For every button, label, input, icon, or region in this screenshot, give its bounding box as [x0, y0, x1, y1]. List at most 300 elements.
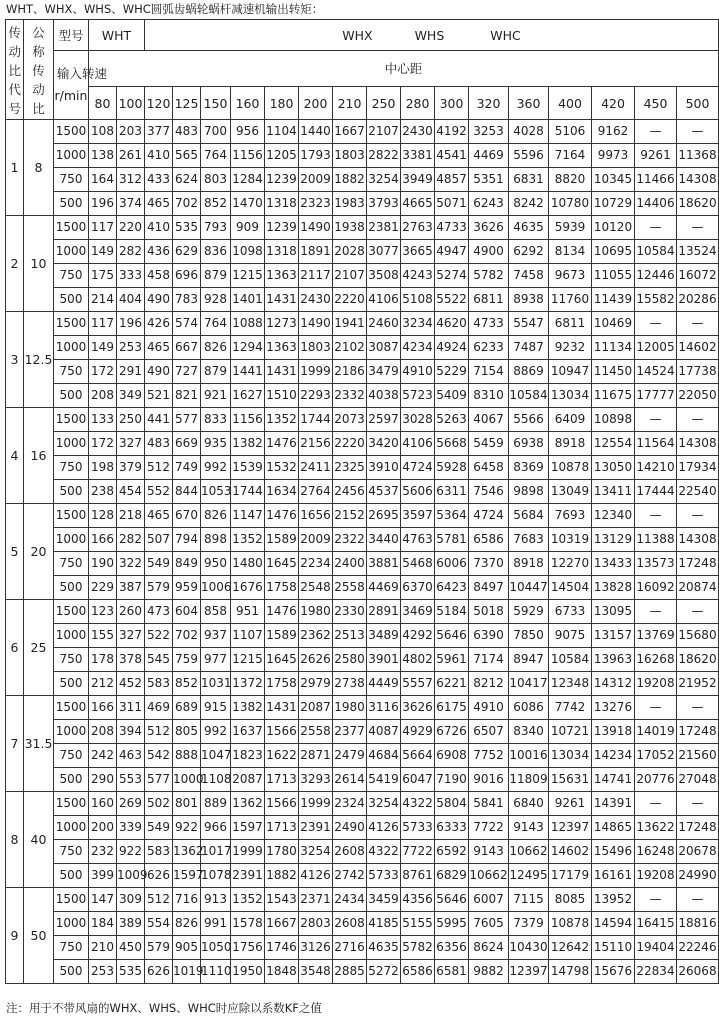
torque-value-cell: 149: [89, 336, 117, 360]
torque-value-cell: 18620: [677, 648, 719, 672]
torque-value-cell: 4192: [435, 120, 469, 144]
torque-value-cell: 7752: [469, 744, 509, 768]
torque-value-cell: 2107: [333, 264, 367, 288]
table-row: [6, 384, 719, 408]
torque-value-cell: 2822: [367, 144, 401, 168]
torque-value-cell: 10721: [549, 720, 592, 744]
torque-value-cell: 794: [173, 528, 201, 552]
torque-value-cell: 7722: [401, 840, 435, 864]
torque-value-cell: 1053: [201, 480, 231, 504]
torque-value-cell: 4067: [469, 408, 509, 432]
table-note: 注：用于不带风扇的WHX、WHS、WHC时应除以系数KF之值: [6, 1001, 322, 1015]
torque-value-cell: 1401: [231, 288, 265, 312]
center-distance-360: 360: [509, 87, 549, 120]
torque-value-cell: 6007: [469, 888, 509, 912]
torque-value-cell: 7546: [469, 480, 509, 504]
torque-value-cell: 992: [201, 456, 231, 480]
torque-value-cell: 966: [201, 816, 231, 840]
torque-value-cell: 14602: [677, 336, 719, 360]
torque-value-cell: 549: [145, 552, 173, 576]
torque-value-cell: 583: [145, 672, 173, 696]
torque-value-cell: 5664: [401, 744, 435, 768]
torque-value-cell: 8820: [549, 168, 592, 192]
torque-value-cell: 1431: [265, 360, 299, 384]
center-distance-150: 150: [201, 87, 231, 120]
torque-value-cell: 13129: [592, 528, 635, 552]
torque-value-cell: 203: [117, 120, 145, 144]
torque-value-cell: 10947: [549, 360, 592, 384]
torque-value-cell: 5071: [435, 192, 469, 216]
torque-value-cell: 3254: [299, 840, 333, 864]
torque-value-cell: 535: [117, 960, 145, 984]
torque-value-cell: 1882: [265, 864, 299, 888]
torque-value-cell: 4802: [401, 648, 435, 672]
torque-value-cell: 490: [145, 360, 173, 384]
torque-value-cell: 624: [173, 168, 201, 192]
torque-value-cell: 21952: [677, 672, 719, 696]
torque-value-cell: 10662: [469, 864, 509, 888]
torque-value-cell: 521: [145, 384, 173, 408]
torque-value-cell: 2548: [299, 576, 333, 600]
torque-value-cell: 16072: [677, 264, 719, 288]
header-series-whx: WHX: [342, 27, 373, 43]
torque-value-cell: 16268: [635, 648, 677, 672]
torque-value-cell: 327: [117, 432, 145, 456]
torque-value-cell: 4292: [401, 624, 435, 648]
torque-value-cell: 6292: [509, 240, 549, 264]
torque-value-cell: 220: [117, 216, 145, 240]
torque-value-cell: 6840: [509, 792, 549, 816]
input-speed-cell: 1500: [54, 792, 89, 816]
torque-value-cell: 956: [231, 120, 265, 144]
table-row: [6, 744, 719, 768]
table-row: [6, 360, 719, 384]
torque-value-cell: 2513: [333, 624, 367, 648]
input-speed-cell: 500: [54, 864, 89, 888]
torque-value-cell: 2460: [367, 312, 401, 336]
torque-value-cell: 5018: [469, 600, 509, 624]
torque-value-cell: 155: [89, 624, 117, 648]
ratio-code-cell: 5: [6, 504, 24, 600]
torque-value-cell: 339: [117, 816, 145, 840]
torque-value-cell: 128: [89, 504, 117, 528]
torque-value-cell: 4635: [367, 936, 401, 960]
torque-value-cell: 2324: [333, 792, 367, 816]
torque-value-cell: 9973: [592, 144, 635, 168]
center-distance-280: 280: [401, 87, 435, 120]
center-distance-500: 500: [677, 87, 719, 120]
torque-value-cell: 11055: [592, 264, 635, 288]
torque-value-cell: 5684: [509, 504, 549, 528]
torque-value-cell: 5409: [435, 384, 469, 408]
torque-value-cell: —: [677, 600, 719, 624]
torque-value-cell: 9162: [592, 120, 635, 144]
nominal-ratio-cell: 8: [24, 120, 54, 216]
torque-value-cell: 1104: [265, 120, 299, 144]
torque-value-cell: 14798: [549, 960, 592, 984]
torque-value-cell: 3597: [401, 504, 435, 528]
torque-value-cell: 1950: [231, 960, 265, 984]
torque-value-cell: 6811: [549, 312, 592, 336]
torque-value-cell: 14741: [592, 768, 635, 792]
torque-value-cell: —: [635, 600, 677, 624]
torque-value-cell: —: [635, 408, 677, 432]
input-speed-cell: 750: [54, 264, 89, 288]
input-speed-cell: 1500: [54, 504, 89, 528]
torque-value-cell: 826: [201, 336, 231, 360]
torque-value-cell: 7683: [509, 528, 549, 552]
center-distance-160: 160: [231, 87, 265, 120]
torque-value-cell: 10345: [592, 168, 635, 192]
table-row: [6, 912, 719, 936]
torque-value-cell: 10898: [592, 408, 635, 432]
torque-value-cell: 3489: [367, 624, 401, 648]
torque-value-cell: 13034: [549, 744, 592, 768]
torque-value-cell: 1098: [231, 240, 265, 264]
torque-value-cell: 8085: [549, 888, 592, 912]
torque-value-cell: 19208: [635, 672, 677, 696]
torque-value-cell: 8212: [469, 672, 509, 696]
torque-value-cell: 20874: [677, 576, 719, 600]
torque-value-cell: 1490: [299, 312, 333, 336]
torque-value-cell: 2117: [299, 264, 333, 288]
torque-value-cell: 21560: [677, 744, 719, 768]
torque-value-cell: 5939: [549, 216, 592, 240]
torque-value-cell: 805: [173, 720, 201, 744]
torque-value-cell: 17179: [549, 864, 592, 888]
torque-value-cell: 8947: [509, 648, 549, 672]
torque-value-cell: 512: [145, 888, 173, 912]
input-speed-cell: 500: [54, 768, 89, 792]
torque-value-cell: 1362: [173, 840, 201, 864]
table-row: [6, 696, 719, 720]
torque-value-cell: 6733: [549, 600, 592, 624]
torque-value-cell: 2763: [401, 216, 435, 240]
torque-value-cell: 7370: [469, 552, 509, 576]
torque-value-cell: —: [635, 792, 677, 816]
torque-value-cell: 844: [173, 480, 201, 504]
torque-value-cell: 6233: [469, 336, 509, 360]
torque-value-cell: 11134: [592, 336, 635, 360]
torque-value-cell: 3293: [299, 768, 333, 792]
torque-value-cell: 4900: [469, 240, 509, 264]
torque-value-cell: 218: [117, 504, 145, 528]
torque-value-cell: 2885: [333, 960, 367, 984]
torque-value-cell: 16415: [635, 912, 677, 936]
torque-value-cell: 959: [173, 576, 201, 600]
torque-value-cell: 463: [117, 744, 145, 768]
torque-value-cell: 327: [117, 624, 145, 648]
torque-value-cell: 915: [201, 696, 231, 720]
input-speed-cell: 1000: [54, 528, 89, 552]
torque-value-cell: 2107: [367, 120, 401, 144]
torque-value-cell: 2381: [367, 216, 401, 240]
center-distance-100: 100: [117, 87, 145, 120]
torque-value-cell: 1107: [231, 624, 265, 648]
torque-value-cell: —: [635, 120, 677, 144]
input-speed-cell: 1000: [54, 144, 89, 168]
table-row: [6, 168, 719, 192]
torque-value-cell: 2608: [333, 912, 367, 936]
torque-value-cell: 13918: [592, 720, 635, 744]
torque-value-cell: 17052: [635, 744, 677, 768]
header-series-wht: WHT: [89, 20, 145, 51]
torque-value-cell: 2456: [333, 480, 367, 504]
center-distance-420: 420: [592, 87, 635, 120]
torque-value-cell: 565: [173, 144, 201, 168]
torque-value-cell: 5782: [401, 936, 435, 960]
nominal-ratio-cell: 16: [24, 408, 54, 504]
torque-value-cell: 22540: [677, 480, 719, 504]
torque-value-cell: 10662: [509, 840, 549, 864]
torque-value-cell: 8497: [469, 576, 509, 600]
torque-value-cell: 6409: [549, 408, 592, 432]
torque-value-cell: 2325: [333, 456, 367, 480]
torque-value-cell: —: [635, 216, 677, 240]
torque-value-cell: 11439: [592, 288, 635, 312]
table-row: [6, 720, 719, 744]
torque-value-cell: 5646: [435, 888, 469, 912]
torque-value-cell: 4469: [367, 576, 401, 600]
torque-value-cell: 2742: [333, 864, 367, 888]
center-distance-125: 125: [173, 87, 201, 120]
torque-value-cell: 198: [89, 456, 117, 480]
torque-value-cell: 322: [117, 552, 145, 576]
torque-value-cell: 4929: [401, 720, 435, 744]
torque-value-cell: 2220: [333, 432, 367, 456]
torque-value-cell: 160: [89, 792, 117, 816]
torque-value-cell: 2558: [299, 720, 333, 744]
torque-value-cell: 4620: [435, 312, 469, 336]
center-distance-120: 120: [145, 87, 173, 120]
torque-value-cell: 7850: [509, 624, 549, 648]
torque-value-cell: 2330: [333, 600, 367, 624]
torque-value-cell: 1372: [231, 672, 265, 696]
torque-value-cell: 2434: [333, 888, 367, 912]
torque-value-cell: 3381: [401, 144, 435, 168]
table-row: [6, 528, 719, 552]
torque-value-cell: 4635: [509, 216, 549, 240]
torque-value-cell: 5364: [435, 504, 469, 528]
torque-value-cell: 6586: [401, 960, 435, 984]
torque-value-cell: 6458: [469, 456, 509, 480]
torque-value-cell: 3469: [401, 600, 435, 624]
torque-value-cell: 6221: [435, 672, 469, 696]
torque-value-cell: 17934: [677, 456, 719, 480]
torque-value-cell: —: [635, 696, 677, 720]
torque-value-cell: 4724: [469, 504, 509, 528]
torque-value-cell: 9898: [509, 480, 549, 504]
torque-value-cell: 5733: [401, 816, 435, 840]
torque-value-cell: 1363: [265, 336, 299, 360]
torque-value-cell: 22246: [677, 936, 719, 960]
torque-value-cell: 6581: [435, 960, 469, 984]
torque-value-cell: 253: [89, 960, 117, 984]
torque-value-cell: 3420: [367, 432, 401, 456]
torque-value-cell: 10584: [635, 240, 677, 264]
torque-value-cell: 8369: [509, 456, 549, 480]
torque-value-cell: 4243: [401, 264, 435, 288]
torque-value-cell: 5547: [509, 312, 549, 336]
torque-value-cell: 1440: [299, 120, 333, 144]
torque-value-cell: 5723: [401, 384, 435, 408]
torque-value-cell: 1637: [231, 720, 265, 744]
torque-value-cell: 178: [89, 648, 117, 672]
torque-value-cell: 5646: [435, 624, 469, 648]
nominal-ratio-cell: 10: [24, 216, 54, 312]
torque-value-cell: 6908: [435, 744, 469, 768]
torque-value-cell: 1000: [173, 768, 201, 792]
torque-value-cell: 13157: [592, 624, 635, 648]
torque-value-cell: 5468: [401, 552, 435, 576]
table-row: [6, 216, 719, 240]
torque-value-cell: —: [677, 216, 719, 240]
torque-value-cell: 4234: [401, 336, 435, 360]
ratio-code-cell: 9: [6, 888, 24, 984]
torque-value-cell: 4106: [401, 432, 435, 456]
torque-value-cell: 410: [145, 216, 173, 240]
input-speed-cell: 1500: [54, 888, 89, 912]
torque-value-cell: 4537: [367, 480, 401, 504]
torque-value-cell: 13769: [635, 624, 677, 648]
torque-value-cell: 11388: [635, 528, 677, 552]
torque-value-cell: 1510: [265, 384, 299, 408]
torque-value-cell: 11466: [635, 168, 677, 192]
torque-value-cell: 212: [89, 672, 117, 696]
input-speed-cell: 1000: [54, 240, 89, 264]
torque-value-cell: 545: [145, 648, 173, 672]
torque-value-cell: 7164: [549, 144, 592, 168]
torque-value-cell: 1363: [265, 264, 299, 288]
torque-value-cell: 6423: [435, 576, 469, 600]
torque-value-cell: 1848: [265, 960, 299, 984]
torque-value-cell: 8624: [469, 936, 509, 960]
input-speed-cell: 750: [54, 936, 89, 960]
torque-value-cell: 793: [201, 216, 231, 240]
torque-value-cell: 3479: [367, 360, 401, 384]
center-distance-200: 200: [299, 87, 333, 120]
torque-value-cell: 483: [173, 120, 201, 144]
torque-value-cell: 6243: [469, 192, 509, 216]
table-row: [6, 288, 719, 312]
header-input-speed-label: 输入转速: [57, 66, 108, 81]
torque-value-cell: 11675: [592, 384, 635, 408]
torque-value-cell: 783: [173, 288, 201, 312]
torque-value-cell: 689: [173, 696, 201, 720]
torque-value-cell: 232: [89, 840, 117, 864]
torque-value-cell: 12554: [592, 432, 635, 456]
torque-value-cell: 1239: [265, 168, 299, 192]
torque-value-cell: 4469: [469, 144, 509, 168]
torque-value-cell: 9261: [549, 792, 592, 816]
table-row: [6, 456, 719, 480]
torque-value-cell: 2102: [333, 336, 367, 360]
input-speed-cell: 1500: [54, 312, 89, 336]
torque-value-cell: 17444: [635, 480, 677, 504]
torque-value-cell: 626: [145, 864, 173, 888]
torque-value-cell: 2391: [231, 864, 265, 888]
torque-value-cell: 2152: [333, 504, 367, 528]
torque-value-cell: 242: [89, 744, 117, 768]
torque-value-cell: 261: [117, 144, 145, 168]
torque-value-cell: 309: [117, 888, 145, 912]
input-speed-cell: 500: [54, 672, 89, 696]
torque-value-cell: 269: [117, 792, 145, 816]
torque-value-cell: 172: [89, 432, 117, 456]
nominal-ratio-cell: 12.5: [24, 312, 54, 408]
torque-value-cell: 377: [145, 120, 173, 144]
torque-value-cell: 5995: [435, 912, 469, 936]
input-speed-cell: 1000: [54, 912, 89, 936]
torque-value-cell: 542: [145, 744, 173, 768]
torque-value-cell: 922: [173, 816, 201, 840]
torque-value-cell: 833: [201, 408, 231, 432]
torque-value-cell: 11760: [549, 288, 592, 312]
torque-value-cell: 826: [173, 912, 201, 936]
torque-value-cell: 9232: [549, 336, 592, 360]
table-row: [6, 936, 719, 960]
table-row: [6, 312, 719, 336]
torque-value-cell: 5522: [435, 288, 469, 312]
torque-value-cell: 9075: [549, 624, 592, 648]
torque-value-cell: 483: [145, 432, 173, 456]
table-row: [6, 600, 719, 624]
torque-value-cell: 6829: [435, 864, 469, 888]
torque-value-cell: 1676: [231, 576, 265, 600]
torque-value-cell: 378: [117, 648, 145, 672]
torque-value-cell: 909: [231, 216, 265, 240]
torque-value-cell: —: [635, 888, 677, 912]
input-speed-cell: 750: [54, 168, 89, 192]
torque-value-cell: 951: [231, 600, 265, 624]
torque-value-cell: 852: [201, 192, 231, 216]
torque-value-cell: 17248: [677, 552, 719, 576]
torque-value-cell: 1938: [333, 216, 367, 240]
torque-value-cell: —: [635, 504, 677, 528]
torque-value-cell: 291: [117, 360, 145, 384]
torque-value-cell: 6811: [469, 288, 509, 312]
torque-value-cell: 2803: [299, 912, 333, 936]
torque-value-cell: 992: [201, 720, 231, 744]
torque-value-cell: 108: [89, 120, 117, 144]
torque-value-cell: 1566: [265, 720, 299, 744]
torque-value-cell: 950: [201, 552, 231, 576]
input-speed-cell: 500: [54, 960, 89, 984]
header-series-whc: WHC: [490, 27, 521, 43]
torque-value-cell: 2156: [299, 432, 333, 456]
torque-value-cell: 10417: [509, 672, 549, 696]
torque-value-cell: 5263: [435, 408, 469, 432]
torque-value-cell: 1088: [231, 312, 265, 336]
torque-value-cell: 2322: [333, 528, 367, 552]
center-distance-210: 210: [333, 87, 367, 120]
torque-value-cell: 1431: [265, 696, 299, 720]
torque-value-cell: 5841: [469, 792, 509, 816]
torque-value-cell: 1294: [231, 336, 265, 360]
torque-value-cell: 14308: [677, 432, 719, 456]
torque-value-cell: 727: [173, 360, 201, 384]
torque-value-cell: 2400: [333, 552, 367, 576]
torque-value-cell: 1656: [299, 504, 333, 528]
nominal-ratio-cell: 20: [24, 504, 54, 600]
torque-value-cell: 852: [173, 672, 201, 696]
torque-value-cell: 1352: [231, 528, 265, 552]
torque-value-cell: 166: [89, 528, 117, 552]
torque-value-cell: 579: [145, 576, 173, 600]
input-speed-cell: 1500: [54, 696, 89, 720]
torque-value-cell: 312: [117, 168, 145, 192]
output-torque-table: [5, 19, 719, 984]
